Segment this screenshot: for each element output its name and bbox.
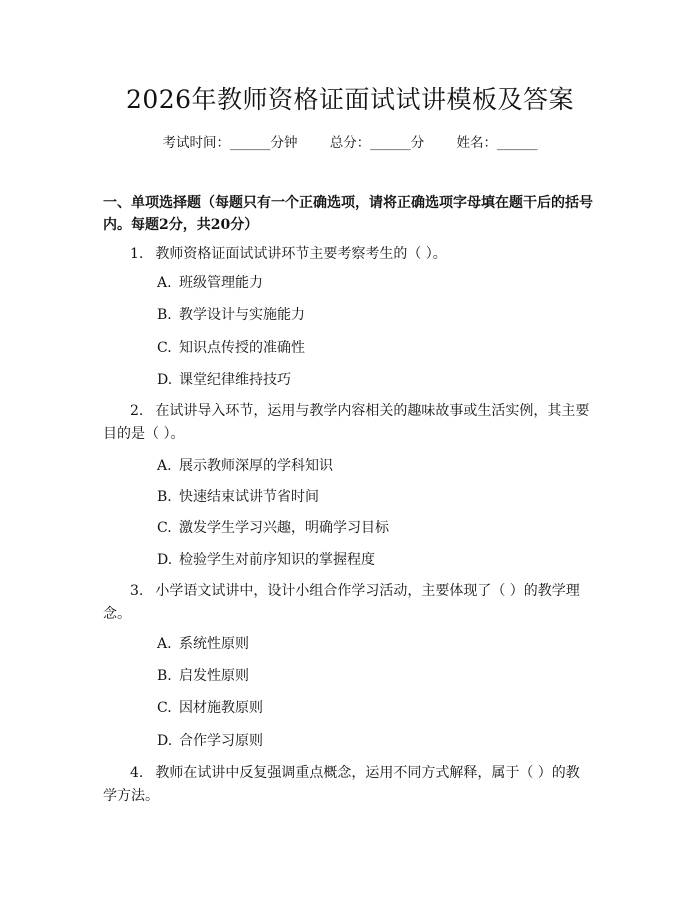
total-score-field: 总分：______分 — [329, 135, 425, 151]
option-3d — [157, 731, 263, 751]
option-2a — [157, 456, 333, 476]
option-letter: A. — [157, 636, 172, 652]
name-field: 姓名：______ — [456, 135, 538, 151]
question-text: 教师在试讲中反复强调重点概念，运用不同方式解释，属于（ ）的教学方法。 — [103, 765, 580, 804]
option-letter: A. — [157, 458, 172, 474]
option-1c — [157, 338, 305, 358]
option-1d — [157, 370, 291, 390]
question-text: 在试讲导入环节，运用与教学内容相关的趣味故事或生活实例，其主要目的是（ ）。 — [103, 403, 590, 442]
option-text: 激发学生学习兴趣，明确学习目标 — [179, 520, 389, 536]
question-2 — [103, 400, 593, 446]
option-text: 快速结束试讲节省时间 — [179, 489, 319, 505]
option-text: 展示教师深厚的学科知识 — [179, 458, 333, 474]
question-1 — [103, 243, 593, 266]
option-3a — [157, 634, 249, 654]
option-letter: B. — [157, 668, 172, 684]
option-letter: C. — [157, 340, 172, 356]
option-letter: D. — [157, 372, 173, 388]
question-4 — [103, 762, 593, 808]
option-letter: C. — [157, 700, 172, 716]
question-number: 3. — [130, 583, 144, 599]
option-1b — [157, 305, 305, 325]
option-letter: D. — [157, 733, 173, 749]
option-text: 检验学生对前序知识的掌握程度 — [179, 552, 375, 568]
question-text: 教师资格证面试试讲环节主要考察考生的（ ）。 — [155, 246, 447, 262]
option-2c — [157, 518, 389, 538]
option-1a — [157, 273, 263, 293]
option-letter: C. — [157, 520, 172, 536]
section-heading: 一、单项选择题（每题只有一个正确选项，请将正确选项字母填在题干后的括号内。每题2分，共20分） — [103, 195, 593, 233]
option-text: 班级管理能力 — [179, 275, 263, 291]
option-letter: B. — [157, 489, 172, 505]
option-letter: A. — [157, 275, 172, 291]
document-title: 2026年教师资格证面试试讲模板及答案 — [125, 85, 575, 114]
option-letter: D. — [157, 552, 173, 568]
question-text: 小学语文试讲中，设计小组合作学习活动，主要体现了（ ）的教学理念。 — [103, 583, 580, 622]
option-letter: B. — [157, 307, 172, 323]
question-3 — [103, 580, 593, 626]
option-2b — [157, 487, 319, 507]
question-number: 4. — [130, 765, 144, 781]
option-text: 合作学习原则 — [179, 733, 263, 749]
option-text: 教学设计与实施能力 — [179, 307, 305, 323]
option-3c — [157, 698, 263, 718]
option-text: 知识点传授的准确性 — [179, 340, 305, 356]
question-number: 1. — [130, 246, 144, 262]
exam-info-line — [0, 131, 700, 151]
option-3b — [157, 666, 249, 686]
option-text: 启发性原则 — [179, 668, 249, 684]
option-2d — [157, 550, 375, 570]
option-text: 课堂纪律维持技巧 — [179, 372, 291, 388]
exam-time-field: 考试时间：______分钟 — [162, 135, 298, 151]
option-text: 因材施教原则 — [179, 700, 263, 716]
option-text: 系统性原则 — [179, 636, 249, 652]
question-number: 2. — [130, 403, 144, 419]
